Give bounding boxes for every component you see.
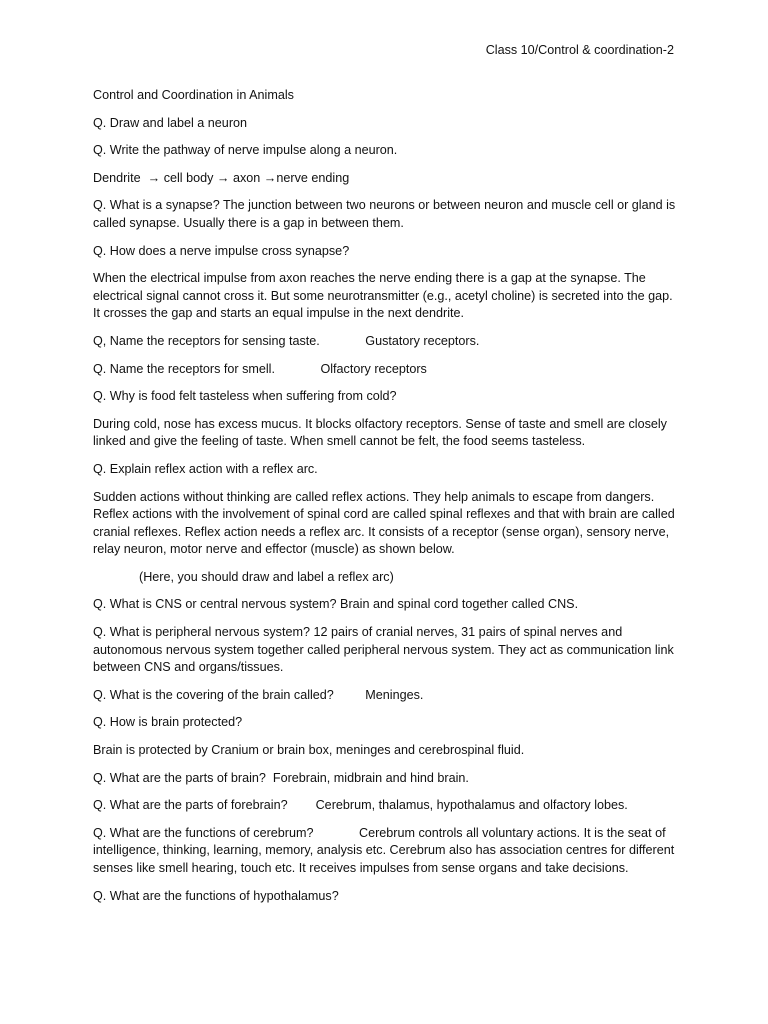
section-title: Control and Coordination in Animals bbox=[93, 88, 294, 102]
answer-pathway: Dendrite → cell body → axon →nerve ending bbox=[93, 170, 350, 185]
answer-reflex-action: Sudden actions without thinking are called reflex actions. They help animals to escape from dangers. Reflex actions with the involvement of spinal cord are called spinal reflexes and that with brain are called cranial reflexes. Reflex action needs a reflex arc. It consists of a receptor (sense organ), sensory nerve, relay neuron, motor nerve and effector (muscle) as shown below. bbox=[93, 489, 679, 557]
question-pathway: Q. Write the pathway of nerve impulse along a neuron. bbox=[93, 143, 398, 158]
question-reflex-action: Q. Explain reflex action with a reflex arc. bbox=[93, 461, 318, 476]
answer-brain-protection: Brain is protected by Cranium or brain box, meninges and cerebrospinal fluid. bbox=[93, 743, 525, 758]
question-forebrain-parts: Q. What are the parts of forebrain? Cerebrum, thalamus, hypothalamus and olfactory lobes. bbox=[93, 798, 628, 813]
answer-impulse-cross: When the electrical impulse from axon reaches the nerve ending there is a gap at the synapse. The electrical signal cannot cross it. But some neurotransmitter (e.g., acetyl choline) is secreted into the gap. It crosses the gap and starts an equal impulse in the next dendrite. bbox=[93, 271, 677, 321]
question-synapse: Q. What is a synapse? The junction between two neurons or between neuron and muscle cell or gland is called synapse. Usually there is a gap in between them. bbox=[93, 198, 679, 230]
question-hypothalamus-functions: Q. What are the functions of hypothalamus? bbox=[93, 888, 339, 903]
question-brain-protection: Q. How is brain protected? bbox=[93, 715, 243, 730]
question-pns: Q. What is peripheral nervous system? 12 pairs of cranial nerves, 31 pairs of spinal nerves and autonomous nervous system together called peripheral nervous system. They act as communication link between CNS and organs/tissues. bbox=[93, 625, 678, 675]
question-cns: Q. What is CNS or central nervous system? Brain and spinal cord together called CNS. bbox=[93, 597, 579, 612]
answer-tasteless-food: During cold, nose has excess mucus. It blocks olfactory receptors. Sense of taste and smell are closely linked and give the feeling of taste. When smell cannot be felt, the food seems tasteless. bbox=[93, 416, 671, 449]
page-header: Class 10/Control & coordination-2 bbox=[485, 43, 674, 57]
question-tasteless-food: Q. Why is food felt tasteless when suffering from cold? bbox=[93, 389, 397, 404]
question-impulse-cross: Q. How does a nerve impulse cross synapse? bbox=[93, 243, 350, 258]
reflex-arc-instruction: (Here, you should draw and label a reflex arc) bbox=[139, 569, 394, 584]
question-taste-receptors: Q, Name the receptors for sensing taste. Gustatory receptors. bbox=[93, 333, 480, 348]
question-cerebrum-functions: Q. What are the functions of cerebrum? Cerebrum controls all voluntary actions. It is the seat of intelligence, thinking, learning, memory, analysis etc. Cerebrum also has association centres for different senses like smell hearing, touch etc. It receives impulses from sense organs and take decisions. bbox=[93, 825, 678, 875]
question-brain-covering: Q. What is the covering of the brain called? Meninges. bbox=[93, 687, 424, 702]
question-brain-parts: Q. What are the parts of brain? Forebrain, midbrain and hind brain. bbox=[93, 770, 469, 785]
document-body bbox=[93, 87, 678, 915]
question-neuron: Q. Draw and label a neuron bbox=[93, 115, 248, 130]
question-smell-receptors: Q. Name the receptors for smell. Olfactory receptors bbox=[93, 361, 427, 376]
